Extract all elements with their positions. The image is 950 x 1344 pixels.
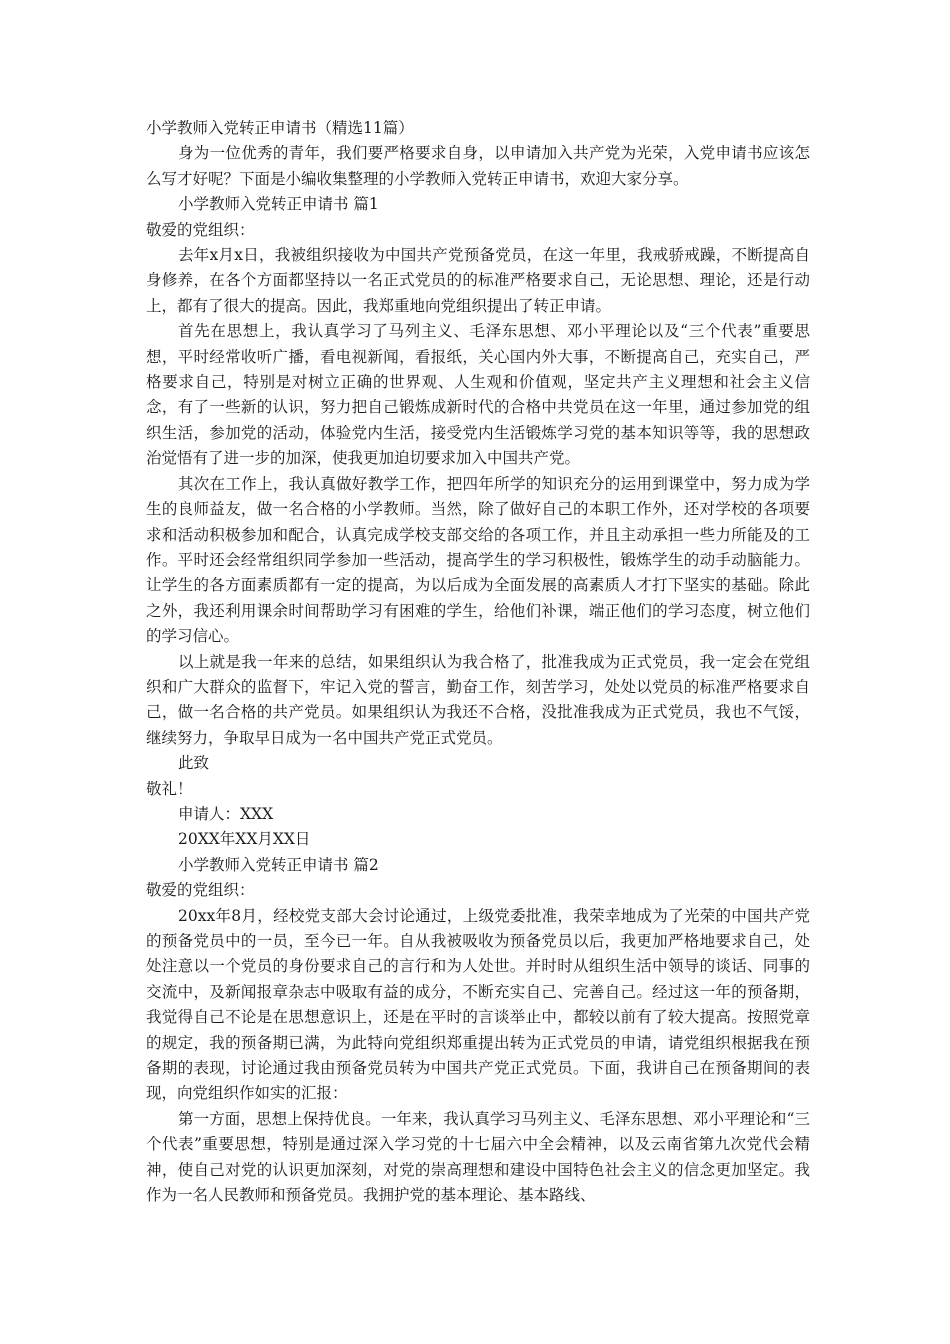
article-2-heading: 小学教师入党转正申请书 篇2 xyxy=(178,855,379,874)
article-1-paragraph-3: 其次在工作上，我认真做好教学工作，把四年所学的知识充分的运用到课堂中，努力成为学生的良师益友，做一名合格的小学教师。当然，除了做好自己的本职工作外，还对学校的各项要求和活动积极参加和配合，认真完成学校支部交给的各项工作，并且主动承担一些力所能及的工作。平时还会经常组织同学参加一些活动，提高学生的学习积极性，锻炼学生的动手动脑能力。让学生的各方面素质都有一定的提高，为以后成为全面发展的高素质人才打下坚实的基础。除此之外，我还利用课余时间帮助学习有困难的学生，给他们补课，端正他们的学习态度，树立他们的学习信心。 xyxy=(146,474,810,646)
article-2-paragraph-2: 第一方面，思想上保持优良。一年来，我认真学习马列主义、毛泽东思想、邓小平理论和“三个代表”重要思想，特别是通过深入学习党的十七届六中全会精神，以及云南省第九次党代会精神，使自己对党的认识更加深刻，对党的崇高理想和建设中国特色社会主义的信念更加坚定。我作为一名人民教师和预备党员。我拥护党的基本理论、基本路线、 xyxy=(146,1109,810,1205)
article-1-heading: 小学教师入党转正申请书 篇1 xyxy=(178,195,379,214)
document-title: 小学教师入党转正申请书（精选11篇） xyxy=(146,119,414,137)
article-1-paragraph-1: 去年x月x日，我被组织接收为中国共产党预备党员，在这一年里，我戒骄戒躁，不断提高自身修养，在各个方面都坚持以一名正式党员的的标准严格要求自己，无论思想、理论，还是行动上，都有了很大的提高。因此，我郑重地向党组织提出了转正申请。 xyxy=(146,246,810,315)
intro-paragraph: 身为一位优秀的青年，我们要严格要求自身，以申请加入共产党为光荣，入党申请书应该怎么写才好呢？下面是小编收集整理的小学教师入党转正申请书，欢迎大家分享。 xyxy=(146,144,810,188)
document-page xyxy=(146,116,810,1208)
article-1-paragraph-4: 以上就是我一年来的总结，如果组织认为我合格了，批准我成为正式党员，我一定会在党组织和广大群众的监督下，牢记入党的誓言，勤奋工作，刻苦学习，处处以党员的标准严格要求自己，做一名合格的共产党员。如果组织认为我还不合格，没批准我成为正式党员，我也不气馁，继续努力，争取早日成为一名中国共产党正式党员。 xyxy=(146,652,810,747)
article-1-salutation: 敬爱的党组织： xyxy=(146,220,255,239)
article-1-applicant: 申请人：XXX xyxy=(178,804,274,823)
article-1-paragraph-2: 首先在思想上，我认真学习了马列主义、毛泽东思想、邓小平理论以及“三个代表”重要思想，平时经常收听广播，看电视新闻，看报纸，关心国内外大事，不断提高自己，充实自己，严格要求自己，特别是对树立正确的世界观、人生观和价值观，坚定共产主义理想和社会主义信念，有了一些新的认识，努力把自己锻炼成新时代的合格中共党员在这一年里，通过参加党的组织生活，参加党的活动，体验党内生活，接受党内生活锻炼学习党的基本知识等等，我的思想政治觉悟有了进一步的加深，使我更加迫切要求加入中国共产党。 xyxy=(146,322,810,468)
article-1-closing-2: 敬礼！ xyxy=(146,779,193,798)
article-1-date: 20XX年XX月XX日 xyxy=(178,830,311,849)
article-1-closing-1: 此致 xyxy=(178,754,210,773)
article-2-paragraph-1: 20xx年8月，经校党支部大会讨论通过，上级党委批准，我荣幸地成为了光荣的中国共产党的预备党员中的一员，至今已一年。自从我被吸收为预备党员以后，我更加严格地要求自己，处处注意以一个党员的身份要求自己的言行和为人处世。并时时从组织生活中领导的谈话、同事的交流中，及新闻报章杂志中吸取有益的成分，不断充实自己、完善自己。经过这一年的预备期，我觉得自己不论是在思想意识上，还是在平时的言谈举止中，都较以前有了较大提高。按照党章的规定，我的预备期已满，为此特向党组织郑重提出转为正式党员的申请，请党组织根据我在预备期的表现，讨论通过我由预备党员转为中国共产党正式党员。下面，我讲自己在预备期间的表现，向党组织作如实的汇报： xyxy=(146,906,810,1103)
article-2-salutation: 敬爱的党组织： xyxy=(146,881,255,900)
